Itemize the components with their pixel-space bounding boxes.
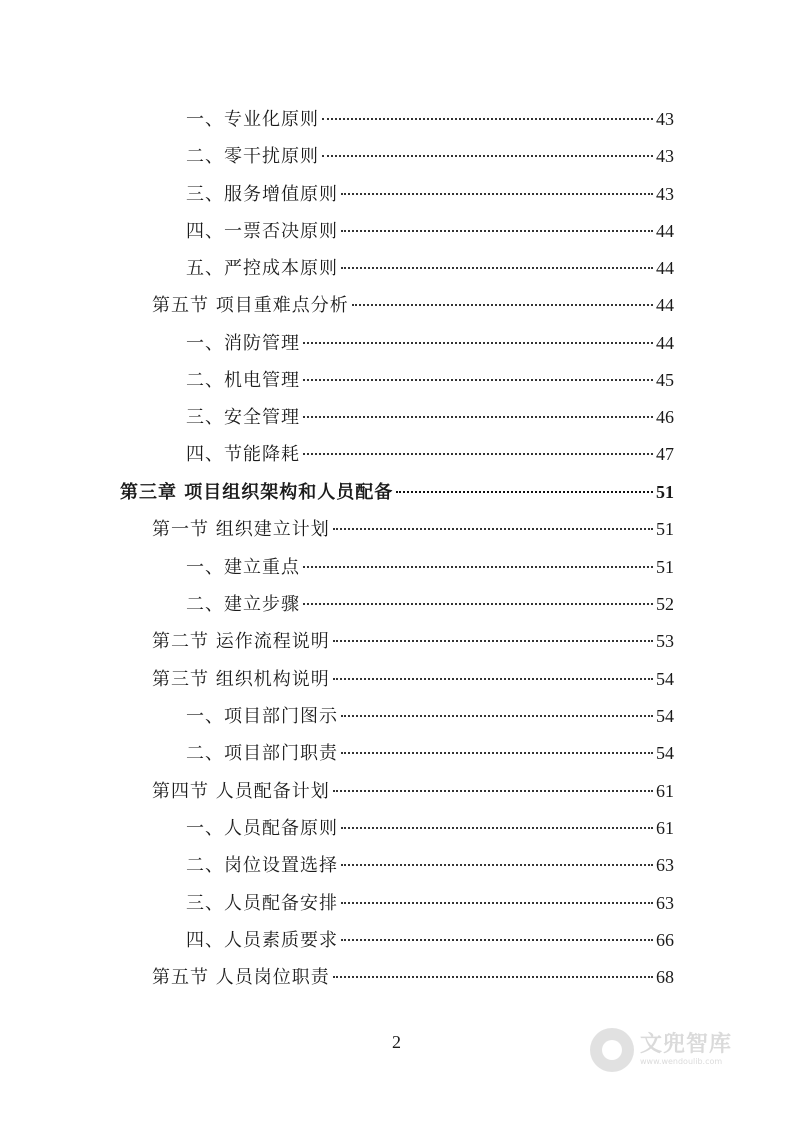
toc-entry-label: 二、机电管理 — [186, 370, 300, 391]
dot-leader — [341, 752, 653, 754]
page-number: 2 — [392, 1032, 401, 1052]
dot-leader — [303, 603, 653, 605]
toc-section-entry[interactable] — [152, 293, 674, 317]
toc-section-entry[interactable] — [152, 629, 674, 653]
toc-entry-page: 46 — [656, 407, 674, 427]
toc-entry-page: 45 — [656, 370, 674, 390]
dot-leader — [341, 902, 653, 904]
toc-entry-label: 二、岗位设置选择 — [186, 855, 338, 876]
toc-entry-label: 第五节 人员岗位职责 — [152, 967, 330, 988]
toc-entry-label: 第五节 项目重难点分析 — [152, 295, 349, 316]
dot-leader — [341, 193, 653, 195]
toc-entry[interactable] — [186, 592, 674, 616]
toc-entry-page: 44 — [656, 221, 674, 241]
toc-entry-label: 五、严控成本原则 — [186, 258, 338, 279]
toc-entry-page: 44 — [656, 295, 674, 315]
toc-entry-page: 43 — [656, 146, 674, 166]
watermark-title: 文兜智库 — [640, 1032, 733, 1057]
toc-entry-label: 第四节 人员配备计划 — [152, 781, 330, 802]
dot-leader — [303, 566, 653, 568]
toc-entry-label: 三、安全管理 — [186, 407, 300, 428]
toc-entry-page: 43 — [656, 184, 674, 204]
toc-entry[interactable] — [186, 405, 674, 429]
toc-entry[interactable] — [186, 256, 674, 280]
toc-entry-label: 三、服务增值原则 — [186, 184, 338, 205]
dot-leader — [341, 267, 653, 269]
toc-entry[interactable] — [186, 853, 674, 877]
toc-entry-page: 44 — [656, 258, 674, 278]
toc-entry-page: 54 — [656, 743, 674, 763]
watermark-url: www.wendoulib.com — [640, 1057, 723, 1066]
toc-entry[interactable] — [186, 741, 674, 765]
toc-entry[interactable] — [186, 928, 674, 952]
toc-section-entry[interactable] — [152, 965, 674, 989]
dot-leader — [333, 976, 653, 978]
toc-entry[interactable] — [186, 368, 674, 392]
toc-entry-label: 一、消防管理 — [186, 333, 300, 354]
dot-leader — [303, 416, 653, 418]
toc-entry-page: 54 — [656, 706, 674, 726]
dot-leader — [303, 342, 653, 344]
toc-entry-page: 63 — [656, 855, 674, 875]
toc-section-entry[interactable] — [152, 779, 674, 803]
watermark-logo-icon — [590, 1028, 634, 1072]
toc-entry-label: 四、人员素质要求 — [186, 930, 338, 951]
toc-entry[interactable] — [186, 144, 674, 168]
toc-entry-label: 二、零干扰原则 — [186, 146, 319, 167]
dot-leader — [341, 230, 653, 232]
toc-entry-label: 第三节 组织机构说明 — [152, 669, 330, 690]
toc-entry-page: 54 — [656, 669, 674, 689]
toc-entry-page: 51 — [656, 482, 674, 502]
toc-entry-page: 43 — [656, 109, 674, 129]
dot-leader — [333, 678, 653, 680]
toc-chapter-entry[interactable] — [120, 480, 674, 504]
dot-leader — [333, 528, 653, 530]
toc-entry-page: 66 — [656, 930, 674, 950]
toc-entry-page: 68 — [656, 967, 674, 987]
dot-leader — [333, 790, 653, 792]
toc-entry-page: 51 — [656, 557, 674, 577]
toc-entry[interactable] — [186, 331, 674, 355]
toc-entry-page: 61 — [656, 781, 674, 801]
toc-entry-page: 44 — [656, 333, 674, 353]
dot-leader — [341, 864, 653, 866]
toc-entry[interactable] — [186, 182, 674, 206]
dot-leader — [333, 640, 653, 642]
toc-entry-page: 51 — [656, 519, 674, 539]
dot-leader — [341, 939, 653, 941]
toc-section-entry[interactable] — [152, 517, 674, 541]
toc-section-entry[interactable] — [152, 667, 674, 691]
toc-entry-label: 一、人员配备原则 — [186, 818, 338, 839]
toc-entry-label: 二、项目部门职责 — [186, 743, 338, 764]
dot-leader — [396, 491, 653, 493]
toc-chapter-label: 第三章 项目组织架构和人员配备 — [120, 482, 394, 503]
dot-leader — [322, 118, 653, 120]
toc-entry[interactable] — [186, 219, 674, 243]
toc-entry[interactable] — [186, 442, 674, 466]
toc-entry[interactable] — [186, 704, 674, 728]
dot-leader — [341, 827, 653, 829]
toc-entry-page: 53 — [656, 631, 674, 651]
watermark — [590, 1022, 760, 1078]
toc-entry-label: 第一节 组织建立计划 — [152, 519, 330, 540]
toc-entry-label: 二、建立步骤 — [186, 594, 300, 615]
watermark-text — [640, 1033, 732, 1067]
toc-entry-label: 一、专业化原则 — [186, 109, 319, 130]
toc-entry[interactable] — [186, 555, 674, 579]
toc-entry-label: 第二节 运作流程说明 — [152, 631, 330, 652]
toc-entry-page: 61 — [656, 818, 674, 838]
toc-entry-page: 63 — [656, 893, 674, 913]
toc-entry-page: 47 — [656, 444, 674, 464]
toc-entry[interactable] — [186, 891, 674, 915]
dot-leader — [303, 453, 653, 455]
toc-entry-label: 三、人员配备安排 — [186, 893, 338, 914]
toc-entry[interactable] — [186, 816, 674, 840]
dot-leader — [341, 715, 653, 717]
dot-leader — [322, 155, 653, 157]
dot-leader — [303, 379, 653, 381]
toc-entry-page: 52 — [656, 594, 674, 614]
toc-entry-label: 四、节能降耗 — [186, 444, 300, 465]
toc-entry-label: 四、一票否决原则 — [186, 221, 338, 242]
toc-entry-label: 一、项目部门图示 — [186, 706, 338, 727]
dot-leader — [352, 304, 653, 306]
toc-entry[interactable] — [186, 107, 674, 131]
toc-entry-label: 一、建立重点 — [186, 557, 300, 578]
